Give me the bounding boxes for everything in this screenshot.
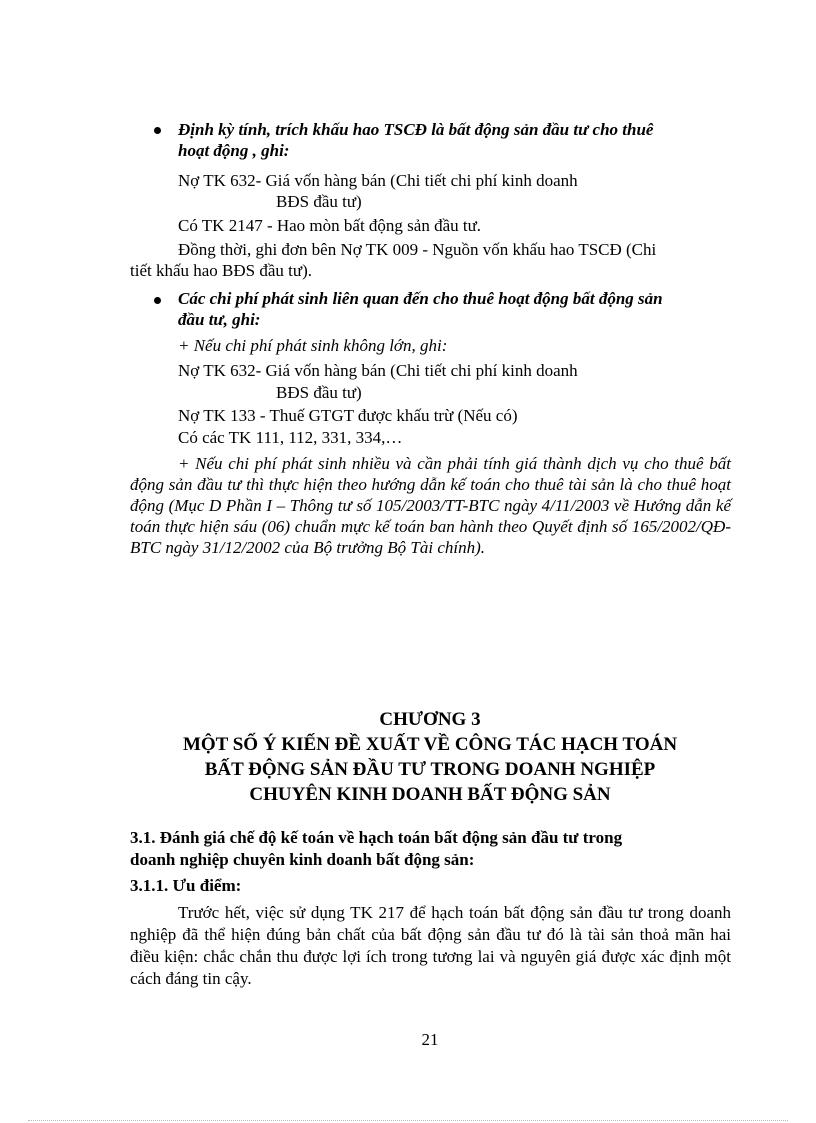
case-paragraph: + Nếu chi phí phát sinh nhiều và cần phải tính giá thành dịch vụ cho thuê bất động sản đầu tư thì thực hiện theo hướng dẫn kế toán cho thuê tài sản là cho thuê hoạt động (Mục D Phần I – Thông tư số 105/2003/TT-BTC ngày 4/11/2003 về Hướng dẫn kế toán thực hiện sáu (06) chuẩn mực kế toán ban hành theo Quyết định số 165/2002/QĐ-BTC ngày 31/12/2002 của Bộ trưởng Bộ Tài chính). — [130, 454, 731, 557]
bullet-heading-depreciation: Định kỳ tính, trích khấu hao TSCĐ là bất động sản đầu tư cho thuê — [178, 120, 654, 139]
subsection-heading: 3.1.1. Ưu điểm: — [130, 876, 242, 895]
bullet-heading-costs: Các chi phí phát sinh liên quan đến cho thuê hoạt động bất động sản — [178, 289, 663, 308]
paragraph-line: tiết khấu hao BĐS đầu tư). — [130, 261, 313, 280]
page-edge-divider — [28, 1120, 788, 1121]
case-label: + Nếu chi phí phát sinh không lớn, ghi: — [178, 336, 448, 355]
bullet-dot — [154, 127, 161, 134]
journal-entry-cont: BĐS đầu tư) — [276, 383, 362, 402]
journal-entry: Có TK 2147 - Hao mòn bất động sản đầu tư. — [178, 216, 482, 235]
bullet-heading-costs-cont: đầu tư, ghi: — [178, 310, 261, 329]
section-heading-cont: doanh nghiệp chuyên kinh doanh bất động sản: — [130, 850, 475, 869]
chapter-number: CHƯƠNG 3 — [379, 709, 481, 730]
bullet-heading-depreciation-cont: hoạt động , ghi: — [178, 141, 290, 160]
chapter-title-line: MỘT SỐ Ý KIẾN ĐỀ XUẤT VỀ CÔNG TÁC HẠCH TOÁN — [182, 734, 678, 755]
chapter-title-line: BẤT ĐỘNG SẢN ĐẦU TƯ TRONG DOANH NGHIỆP — [204, 759, 656, 780]
paragraph-line: Đồng thời, ghi đơn bên Nợ TK 009 - Nguồn vốn khấu hao TSCĐ (Chi — [178, 240, 657, 259]
journal-entry: Có các TK 111, 112, 331, 334,… — [178, 428, 403, 447]
journal-entry: Nợ TK 133 - Thuế GTGT được khấu trừ (Nếu có) — [178, 406, 518, 425]
journal-entry: Nợ TK 632- Giá vốn hàng bán (Chi tiết chi phí kinh doanh — [178, 171, 578, 190]
chapter-title-line: CHUYÊN KINH DOANH BẤT ĐỘNG SẢN — [249, 784, 611, 805]
journal-entry: Nợ TK 632- Giá vốn hàng bán (Chi tiết chi phí kinh doanh — [178, 361, 578, 380]
bullet-dot — [154, 297, 161, 304]
journal-entry-cont: BĐS đầu tư) — [276, 192, 362, 211]
page-number: 21 — [421, 1030, 439, 1049]
body-paragraph: Trước hết, việc sử dụng TK 217 để hạch toán bất động sản đầu tư trong doanh nghiệp đã thể hiện đúng bản chất của bất động sản đầu tư đó là tài sản thoả mãn hai điều kiện: chắc chắn thu được lợi ích trong tương lai và nguyên giá được xác định một cách đáng tin cậy. — [130, 903, 731, 988]
section-heading: 3.1. Đánh giá chế độ kế toán về hạch toán bất động sản đầu tư trong — [130, 828, 623, 847]
